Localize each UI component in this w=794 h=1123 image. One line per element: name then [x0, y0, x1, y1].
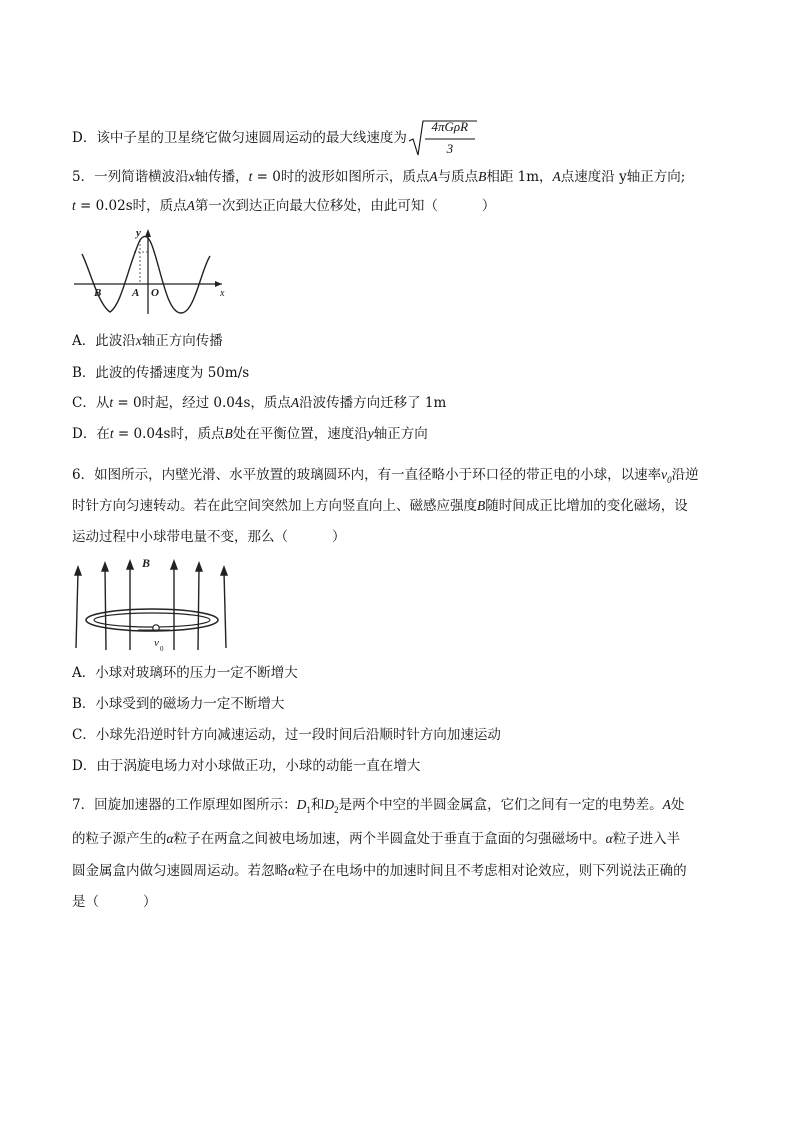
- label-y: y: [136, 227, 141, 239]
- text: 第一次到达正向最大位移处，由此可知（: [194, 198, 438, 214]
- q6-stem-line-2: [72, 496, 688, 516]
- label-v-sub: 0: [160, 645, 164, 653]
- var-A: A: [662, 797, 671, 812]
- q6-ring-figure: [72, 558, 232, 654]
- var-t: t: [72, 198, 76, 213]
- var-B: B: [477, 498, 486, 513]
- var-y: y: [367, 426, 374, 441]
- var-alpha: α: [605, 831, 613, 846]
- var-x: x: [188, 169, 195, 184]
- text: 处: [670, 797, 685, 813]
- q6-stem-line-1: [72, 465, 699, 490]
- text: 粒子在电场中的加速时间且不考虑相对论效应，则下列说法正确的: [295, 863, 687, 879]
- var-A: A: [429, 169, 438, 184]
- q4-option-d-text: D．该中子星的卫星绕它做匀速圆周运动的最大线速度为: [72, 130, 407, 146]
- text: A．此波沿: [72, 333, 136, 349]
- text: 6．如图所示，内壁光滑、水平放置的玻璃圆环内，有一直径略小于环口径的带正电的小球，以速率: [72, 467, 662, 483]
- text: 轴正方向: [373, 426, 428, 442]
- wave-curve: [82, 236, 210, 313]
- text: = 0时的波形如图所示，质点: [252, 169, 430, 185]
- text: 是（: [72, 894, 99, 910]
- var-B: B: [224, 426, 233, 441]
- var-t: t: [109, 395, 114, 410]
- text: 轴传播，: [194, 169, 249, 185]
- q5-option-b: [72, 363, 249, 383]
- label-x: x: [220, 288, 225, 299]
- text: 点速度沿 y轴正方向;: [560, 169, 686, 185]
- text: 随时间成正比增加的变化磁场，设: [485, 498, 688, 514]
- text: 粒子在两盒之间被电场加速，两个半圆盒处于垂直于盒面的匀强磁场中。: [173, 831, 606, 847]
- q6-stem-line-3: [72, 527, 346, 547]
- x-axis-arrow-icon: [215, 281, 222, 287]
- q7-stem-line-3: [72, 861, 687, 881]
- q6-option-d: [72, 756, 420, 776]
- text: 与质点: [437, 169, 479, 185]
- label-B: B: [94, 287, 102, 299]
- label-A: A: [132, 287, 140, 299]
- text: B．此波的传播速度为 50m/s: [72, 365, 250, 381]
- text: ）: [332, 529, 346, 545]
- text: 是两个中空的半圆金属盒，它们之间有一定的电势差。: [338, 797, 663, 813]
- var-alpha: α: [166, 831, 174, 846]
- text: D．由于涡旋电场力对小球做正功，小球的动能一直在增大: [72, 758, 421, 774]
- subscript: 1: [306, 805, 311, 815]
- q7-stem-line-4: [72, 892, 157, 912]
- y-axis-arrow-icon: [145, 229, 151, 237]
- var-x: x: [135, 333, 142, 348]
- text: 粒子进入半: [612, 831, 681, 847]
- var-A: A: [290, 395, 300, 410]
- glass-ring-inner: [94, 613, 210, 627]
- var-t: t: [109, 426, 114, 441]
- text: D．在: [72, 426, 110, 442]
- text: B．小球受到的磁场力一定不断增大: [72, 696, 285, 712]
- text: ）: [143, 894, 157, 910]
- text: C．从: [72, 395, 110, 411]
- text: 轴正方向传播: [141, 333, 223, 349]
- text: 的粒子源产生的: [72, 831, 167, 847]
- text: 处在平衡位置，速度沿: [232, 426, 368, 442]
- q6-option-c: [72, 725, 501, 745]
- text: = 0.04s时，质点: [113, 426, 225, 442]
- text: 5．一列简谐横波沿: [72, 169, 189, 185]
- q6-option-a: [72, 663, 298, 683]
- text: C．小球先沿逆时针方向减速运动，过一段时间后沿顺时针方向加速运动: [72, 727, 501, 743]
- text: = 0时起，经过 0.04s，质点: [113, 395, 291, 411]
- text: 沿逆: [671, 467, 699, 483]
- text: 运动过程中小球带电量不变，那么（: [72, 529, 288, 545]
- q5-option-c: [72, 393, 446, 413]
- q7-stem-line-1: [72, 795, 684, 820]
- var-v: v: [661, 467, 668, 482]
- var-D: D: [324, 797, 335, 812]
- text: 7．回旋加速器的工作原理如图所示：: [72, 797, 297, 813]
- q4-option-d: [72, 118, 477, 159]
- text: 相距 1m，: [486, 169, 553, 185]
- sqrt-numerator: 4πGρR: [431, 118, 469, 134]
- subscript: 2: [334, 805, 339, 815]
- sqrt-expression: [407, 119, 477, 159]
- text: ）: [481, 198, 496, 214]
- q5-stem-line-2: [72, 196, 495, 216]
- text: A．小球对玻璃环的压力一定不断增大: [72, 665, 298, 681]
- q5-option-d: [72, 424, 428, 444]
- q5-stem-line-1: [72, 167, 685, 187]
- label-B: B: [142, 558, 151, 570]
- var-A: A: [552, 169, 561, 184]
- label-O: O: [151, 287, 159, 299]
- label-v: v: [154, 637, 159, 649]
- var-D: D: [296, 797, 307, 812]
- text: 和: [310, 797, 325, 813]
- q6-option-b: [72, 694, 284, 714]
- q7-stem-line-2: [72, 829, 680, 849]
- var-A: A: [186, 198, 195, 213]
- text: 沿波传播方向迁移了 1m: [299, 395, 447, 411]
- q5-option-a: [72, 331, 223, 351]
- text: = 0.02s时，质点: [75, 198, 187, 214]
- var-B: B: [478, 169, 487, 184]
- subscript: 0: [667, 475, 672, 485]
- text: 时针方向匀速转动。若在此空间突然加上方向竖直向上、磁感应强度: [72, 498, 477, 514]
- var-alpha: α: [288, 863, 296, 878]
- q5-wave-figure: [72, 226, 232, 318]
- sqrt-denominator: 3: [446, 140, 454, 156]
- text: 圆金属盒内做匀速圆周运动。若忽略: [72, 863, 288, 879]
- var-t: t: [248, 169, 253, 184]
